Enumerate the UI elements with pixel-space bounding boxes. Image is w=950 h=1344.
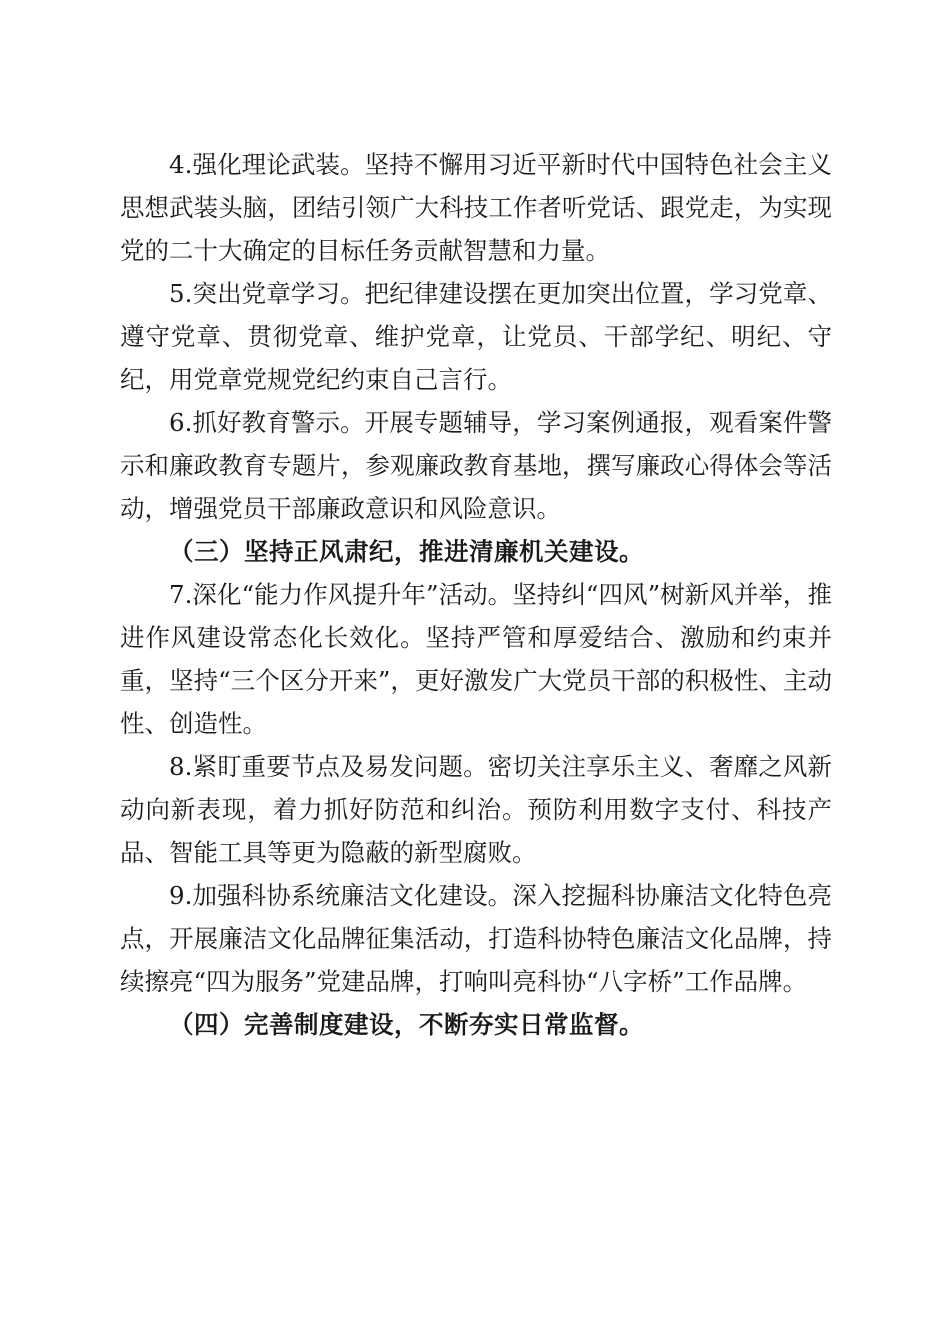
- document-body: [120, 143, 832, 1046]
- section-heading-4: （四）完善制度建设，不断夯实日常监督。: [169, 1010, 644, 1039]
- section-heading-3: （三）坚持正风肃纪，推进清廉机关建设。: [169, 537, 644, 566]
- paragraph-item-9: 9.加强科协系统廉洁文化建设。深入挖掘科协廉洁文化特色亮点，开展廉洁文化品牌征集活动，打造科协特色廉洁文化品牌，持续擦亮“四为服务”党建品牌，打响叫亮科协“八字桥”工作品牌。: [120, 881, 832, 996]
- paragraph-item-8: 8.紧盯重要节点及易发问题。密切关注享乐主义、奢靡之风新动向新表现，着力抓好防范和纠治。预防利用数字支付、科技产品、智能工具等更为隐蔽的新型腐败。: [120, 752, 832, 867]
- paragraph-item-5: 5.突出党章学习。把纪律建设摆在更加突出位置，学习党章、遵守党章、贯彻党章、维护党章，让党员、干部学纪、明纪、守纪，用党章党规党纪约束自己言行。: [120, 279, 832, 394]
- paragraph-item-7: 7.深化“能力作风提升年”活动。坚持纠“四风”树新风并举，推进作风建设常态化长效化。坚持严管和厚爱结合、激励和约束并重，坚持“三个区分开来”，更好激发广大党员干部的积极性、主动性、创造性。: [120, 580, 832, 738]
- paragraph-item-4: 4.强化理论武装。坚持不懈用习近平新时代中国特色社会主义思想武装头脑，团结引领广大科技工作者听党话、跟党走，为实现党的二十大确定的目标任务贡献智慧和力量。: [120, 150, 832, 265]
- paragraph-item-6: 6.抓好教育警示。开展专题辅导，学习案例通报，观看案件警示和廉政教育专题片，参观廉政教育基地，撰写廉政心得体会等活动，增强党员干部廉政意识和风险意识。: [120, 408, 832, 523]
